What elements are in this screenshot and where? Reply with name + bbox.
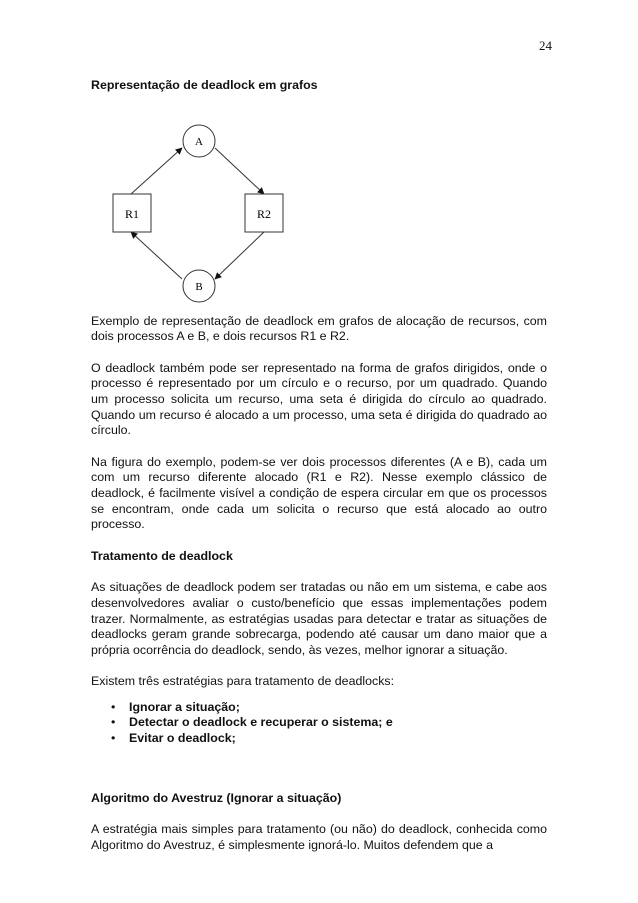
section-heading-treatment: Tratamento de deadlock [91, 548, 233, 563]
deadlock-graph-figure [99, 124, 299, 304]
section-heading-representation: Representação de deadlock em grafos [91, 78, 318, 92]
process-a-label: A [195, 135, 203, 148]
document-body [91, 78, 547, 853]
resource-r1-label: R1 [124, 206, 140, 221]
edge-b-to-r1 [131, 232, 182, 279]
directed-graph-paragraph: O deadlock também pode ser representado na forma de grafos dirigidos, onde o processo é representado por um círculo e o recurso, por um quadrado. Quando um processo solicita um recurso, uma seta é dirigida do círculo ao quadrado. Quando um recurso é alocado a um processo, uma seta é dirigida do quadrado ao círculo. [91, 360, 547, 438]
list-item: • Detectar o deadlock e recuperar o sistema; e [129, 715, 547, 731]
list-item: • Evitar o deadlock; [129, 731, 547, 747]
edge-a-to-r2 [215, 148, 264, 194]
resource-r2-label: R2 [256, 206, 272, 221]
page-number: 24 [539, 38, 552, 53]
ostrich-paragraph: A estratégia mais simples para tratamento (ou não) do deadlock, conhecida como Algoritmo do Avestruz, é simplesmente ignorá-lo. Muitos defendem que a [91, 822, 547, 852]
edge-r2-to-b [215, 232, 264, 279]
strategies-intro-paragraph: Existem três estratégias para tratamento de deadlocks: [91, 674, 395, 689]
strategies-list [91, 700, 547, 747]
deadlock-graph [99, 124, 299, 304]
list-item: • Ignorar a situação; [129, 700, 547, 716]
section-heading-ostrich: Algoritmo do Avestruz (Ignorar a situação) [91, 790, 342, 805]
example-paragraph: Na figura do exemplo, podem-se ver dois processos diferentes (A e B), cada um com um recurso diferente alocado (R1 e R2). Nesse exemplo clássico de deadlock, é facilmente visível a condição de espera circular em que os processos se encontram, onde cada um solicita o recurso que está alocado ao outro processo. [91, 454, 547, 532]
edge-r1-to-a [131, 148, 182, 194]
process-b-label: B [195, 280, 203, 293]
treatment-paragraph: As situações de deadlock podem ser tratadas ou não em um sistema, e cabe aos desenvolvedores avaliar o custo/benefício que essas implementações podem trazer. Normalmente, as estratégias usadas para detectar e tratar as situações de deadlocks geram grande sobrecarga, podendo até causar um dano maior que a própria ocorrência do deadlock, sendo, às vezes, melhor ignorar a situação. [91, 580, 547, 657]
figure-caption-paragraph: Exemplo de representação de deadlock em grafos de alocação de recursos, com dois processos A e B, e dois recursos R1 e R2. [91, 313, 547, 344]
